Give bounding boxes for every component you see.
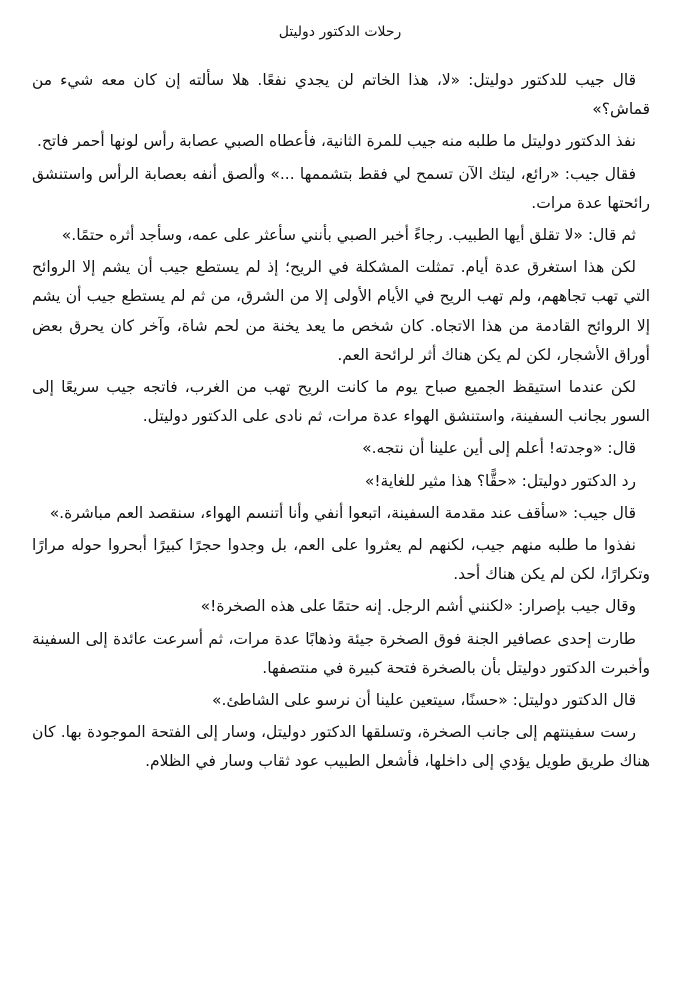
paragraph: لكن هذا استغرق عدة أيام. تمثلت المشكلة في الريح؛ إذ لم يستطع جيب أن يشم إلا الروائح التي تهب تجاههم، ولم تهب الريح في الأيام الأولى إلا من الشرق، من ثم لم يستطع جيب أن يشم إلا الروائح القادمة من هذا الاتجاه. كان شخص ما يعد يخنة من لحم شاة، وآخر كان يحرق بعض أوراق الأشجار، لكن لم يكن هناك أثر لرائحة العم. (32, 258, 650, 364)
paragraph: نفذوا ما طلبه منهم جيب، لكنهم لم يعثروا على العم، بل وجدوا حجرًا كبيرًا أبحروا حوله مرارًا وتكرارًا، لكن لم يكن هناك أحد. (32, 536, 650, 584)
paragraph: نفذ الدكتور دوليتل ما طلبه منه جيب للمرة الثانية، فأعطاه الصبي عصابة رأس لونها أحمر فاتح. (36, 132, 636, 151)
paragraph: وقال جيب بإصرار: «لكنني أشم الرجل. إنه حتمًا على هذه الصخرة!» (200, 597, 636, 616)
paragraph: رد الدكتور دوليتل: «حقًّا؟ هذا مثير للغاية!» (364, 471, 636, 490)
paragraph: قال جيب: «سأقف عند مقدمة السفينة، اتبعوا أنفي وأنا أتنسم الهواء، سنقصد العم مباشرة.» (49, 503, 636, 522)
paragraph: قال جيب للدكتور دوليتل: «لا، هذا الخاتم لن يجدي نفعًا. هلا سألته إن كان معه شيء من قماش؟» (32, 71, 650, 119)
paragraph: فقال جيب: «رائع، ليتك الآن تسمح لي فقط بتشممها ...» وألصق أنفه بعصابة الرأس واستنشق رائحتها عدة مرات. (32, 164, 650, 212)
paragraph: لكن عندما استيقظ الجميع صباح يوم ما كانت الريح تهب من الغرب، فاتجه جيب سريعًا إلى السور بجانب السفينة، واستنشق الهواء عدة مرات، ثم نادى على الدكتور دوليتل. (32, 378, 650, 426)
paragraph: طارت إحدى عصافير الجنة فوق الصخرة جيئة وذهابًا عدة مرات، ثم أسرعت عائدة إلى السفينة وأخبرت الدكتور دوليتل بأن بالصخرة فتحة كبيرة في منتصفها. (32, 629, 650, 677)
paragraph: قال: «وجدته! أعلم إلى أين علينا أن نتجه.» (362, 439, 636, 458)
body-text (32, 66, 650, 780)
running-header: رحلات الدكتور دوليتل (278, 24, 402, 40)
paragraph: رست سفينتهم إلى جانب الصخرة، وتسلقها الدكتور دوليتل، وسار إلى الفتحة الموجودة بها. كان هناك طريق طويل يؤدي إلى داخلها، فأشعل الطبيب عود ثقاب وسار في الظلام. (32, 723, 650, 771)
paragraph: قال الدكتور دوليتل: «حسنًا، سيتعين علينا أن نرسو على الشاطئ.» (211, 691, 636, 710)
paragraph: ثم قال: «لا تقلق أيها الطبيب. رجاءً أخبر الصبي بأنني سأعثر على عمه، وسأجد أثره حتمًا.» (61, 226, 636, 245)
